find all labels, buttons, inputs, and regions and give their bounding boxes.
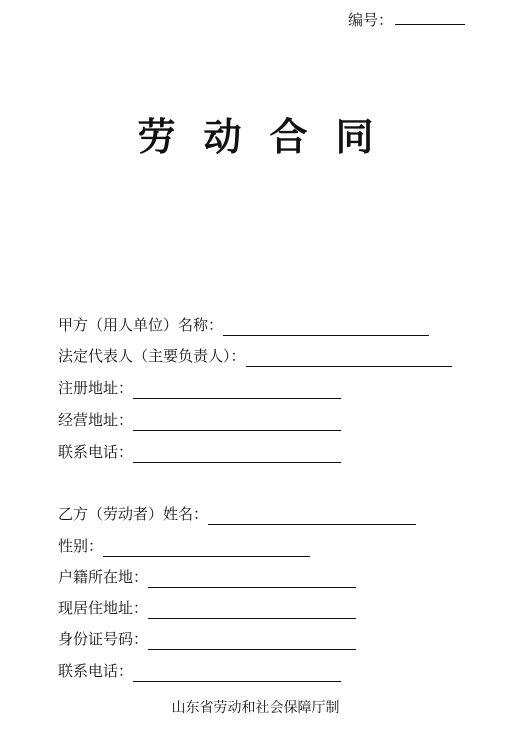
party-b-gender-label: 性别： [58,537,104,555]
party-a-phone-row [58,441,341,463]
party-b-current-address-label: 现居住地址： [58,599,149,617]
party-a-registered-address-row [58,377,341,399]
party-a-name-blank[interactable] [223,319,429,336]
party-a-phone-blank[interactable] [133,446,341,463]
party-a-legal-rep-blank[interactable] [246,350,452,367]
party-b-name-label: 乙方（劳动者）姓名： [58,505,209,523]
party-b-gender-row [58,535,310,557]
party-a-phone-label: 联系电话： [58,443,134,461]
party-b-name-row [58,503,416,525]
party-b-id-number-row [58,628,356,650]
document-title: 劳动合同 [137,114,402,159]
party-b-id-number-label: 身份证号码： [58,630,149,648]
party-a-business-address-label: 经营地址： [58,411,134,429]
party-a-registered-address-blank[interactable] [133,382,341,399]
issuer-footer: 山东省劳动和社会保障厅制 [171,700,340,716]
party-a-business-address-blank[interactable] [133,414,341,431]
party-a-legal-rep-row [58,345,452,367]
party-b-household-address-blank[interactable] [148,571,356,588]
party-b-phone-label: 联系电话： [58,662,134,680]
party-a-business-address-row [58,409,341,431]
party-b-household-address-row [58,566,356,588]
party-b-name-blank[interactable] [208,508,416,525]
party-b-gender-blank[interactable] [103,540,310,557]
serial-number-blank[interactable] [395,8,465,25]
party-a-name-row [58,314,429,336]
party-b-current-address-blank[interactable] [148,602,356,619]
serial-number-label: 编号： [348,11,394,29]
party-b-household-address-label: 户籍所在地： [58,568,149,586]
party-b-phone-row [58,660,341,682]
party-b-phone-blank[interactable] [133,665,341,682]
party-a-name-label: 甲方（用人单位）名称： [58,316,224,334]
serial-number-field [348,8,465,31]
party-b-current-address-row [58,597,356,619]
party-a-legal-rep-label: 法定代表人（主要负责人）： [58,347,246,365]
party-a-registered-address-label: 注册地址： [58,379,134,397]
party-b-id-number-blank[interactable] [148,633,356,650]
